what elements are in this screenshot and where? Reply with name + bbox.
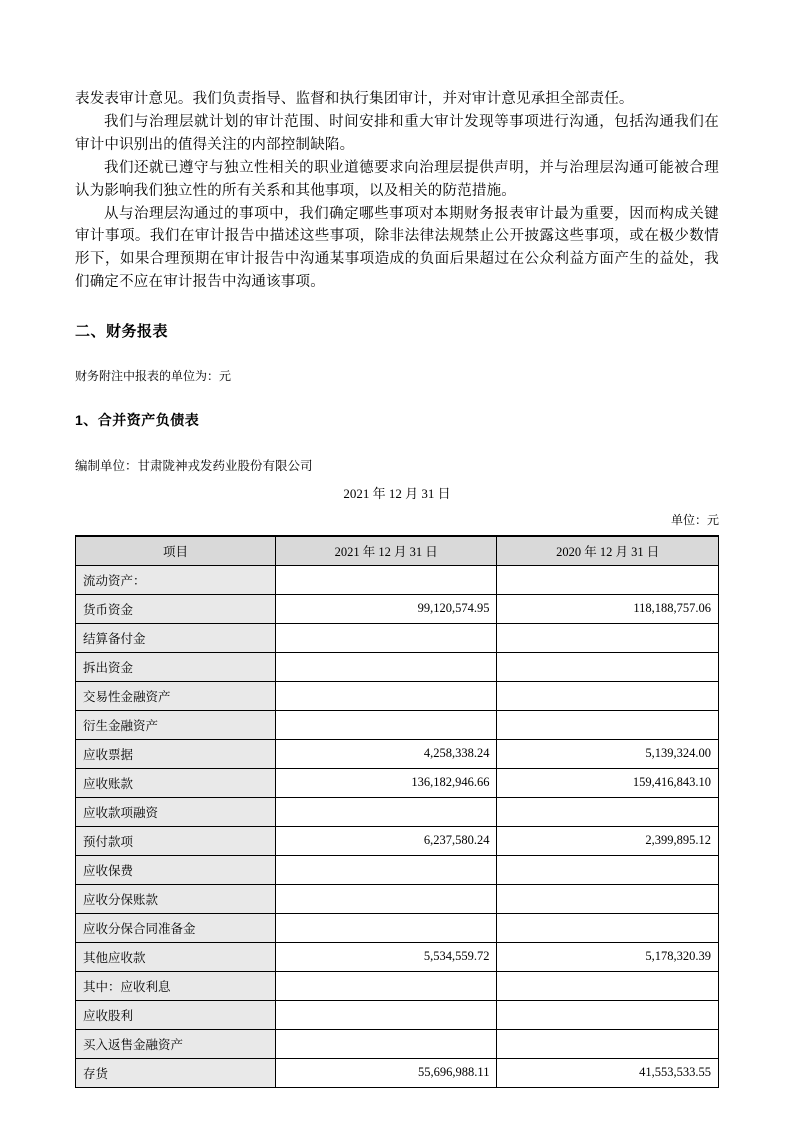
table-row: [76, 565, 719, 594]
value-2020: [497, 623, 719, 652]
table-row: [76, 710, 719, 739]
table-row: [76, 971, 719, 1000]
row-label: 买入返售金融资产: [76, 1029, 276, 1058]
table-row: [76, 1029, 719, 1058]
paragraph: 我们还就已遵守与独立性相关的职业道德要求向治理层提供声明，并与治理层沟通可能被合理认为影响我们独立性的所有关系和其他事项，以及相关的防范措施。: [75, 159, 719, 199]
value-2021: 99,120,574.95: [275, 594, 497, 623]
value-2020: [497, 652, 719, 681]
row-label: 应收票据: [76, 739, 276, 768]
value-2021: [275, 652, 497, 681]
table-row: [76, 826, 719, 855]
row-label: 交易性金融资产: [76, 681, 276, 710]
paragraph: 我们与治理层就计划的审计范围、时间安排和重大审计发现等事项进行沟通，包括沟通我们在审计中识别出的值得关注的内部控制缺陷。: [75, 113, 719, 153]
row-label: 应收保费: [76, 855, 276, 884]
table-row: [76, 1058, 719, 1087]
header-2020: 2020 年 12 月 31 日: [497, 536, 719, 565]
table-header-row: [76, 536, 719, 565]
row-label: 应收股利: [76, 1000, 276, 1029]
value-2020: 118,188,757.06: [497, 594, 719, 623]
value-2021: 5,534,559.72: [275, 942, 497, 971]
value-2021: [275, 681, 497, 710]
value-2021: 4,258,338.24: [275, 739, 497, 768]
balance-sheet-table: [75, 535, 719, 1088]
row-label: 应收款项融资: [76, 797, 276, 826]
table-row: [76, 739, 719, 768]
table-row: [76, 1000, 719, 1029]
value-2021: [275, 710, 497, 739]
value-2021: [275, 797, 497, 826]
row-label: 存货: [76, 1058, 276, 1087]
value-2020: [497, 710, 719, 739]
value-2021: [275, 623, 497, 652]
value-2021: 6,237,580.24: [275, 826, 497, 855]
prepared-by: 编制单位：甘肃陇神戎发药业股份有限公司: [75, 459, 313, 474]
statement-date: 2021 年 12 月 31 日: [343, 486, 451, 502]
value-2021: 55,696,988.11: [275, 1058, 497, 1087]
value-2020: 5,139,324.00: [497, 739, 719, 768]
value-2021: [275, 1000, 497, 1029]
table-row: [76, 855, 719, 884]
row-label: 货币资金: [76, 594, 276, 623]
value-2020: [497, 681, 719, 710]
paragraph: 从与治理层沟通过的事项中，我们确定哪些事项对本期财务报表审计最为重要，因而构成关键审计事项。我们在审计报告中描述这些事项，除非法律法规禁止公开披露这些事项，或在极少数情形下，如果合理预期在审计报告中沟通某事项造成的负面后果超过在公众利益方面产生的益处，我们确定不应在审计报告中沟通该事项。: [75, 205, 719, 291]
value-2020: [497, 797, 719, 826]
paragraph: 表发表审计意见。我们负责指导、监督和执行集团审计，并对审计意见承担全部责任。: [75, 91, 634, 107]
subsection-heading-balance-sheet: 1、合并资产负债表: [75, 412, 200, 429]
row-label: 其中：应收利息: [76, 971, 276, 1000]
row-label: 结算备付金: [76, 623, 276, 652]
value-2020: 2,399,895.12: [497, 826, 719, 855]
value-2020: [497, 855, 719, 884]
value-2020: 41,553,533.55: [497, 1058, 719, 1087]
table-row: [76, 652, 719, 681]
table-row: [76, 884, 719, 913]
header-item: 项目: [76, 536, 276, 565]
row-label: 应收分保账款: [76, 884, 276, 913]
row-label: 流动资产：: [76, 565, 276, 594]
value-2020: 5,178,320.39: [497, 942, 719, 971]
value-2020: [497, 1000, 719, 1029]
section-heading-financial-statements: 二、财务报表: [75, 323, 169, 341]
table-row: [76, 623, 719, 652]
value-2021: [275, 913, 497, 942]
value-2020: [497, 971, 719, 1000]
table-row: [76, 942, 719, 971]
value-2021: [275, 855, 497, 884]
value-2021: [275, 884, 497, 913]
table-row: [76, 594, 719, 623]
value-2021: [275, 565, 497, 594]
table-row: [76, 797, 719, 826]
value-2020: [497, 913, 719, 942]
table-row: [76, 913, 719, 942]
row-label: 衍生金融资产: [76, 710, 276, 739]
table-row: [76, 768, 719, 797]
value-2021: [275, 1029, 497, 1058]
value-2020: [497, 565, 719, 594]
row-label: 应收分保合同准备金: [76, 913, 276, 942]
header-2021: 2021 年 12 月 31 日: [275, 536, 497, 565]
row-label: 其他应收款: [76, 942, 276, 971]
value-2021: 136,182,946.66: [275, 768, 497, 797]
value-2020: 159,416,843.10: [497, 768, 719, 797]
value-2021: [275, 971, 497, 1000]
table-row: [76, 681, 719, 710]
row-label: 应收账款: [76, 768, 276, 797]
unit-label: 单位：元: [670, 513, 719, 528]
audit-report-paragraphs: [75, 88, 719, 294]
value-2020: [497, 884, 719, 913]
value-2020: [497, 1029, 719, 1058]
row-label: 预付款项: [76, 826, 276, 855]
unit-note: 财务附注中报表的单位为：元: [75, 369, 232, 384]
row-label: 拆出资金: [76, 652, 276, 681]
